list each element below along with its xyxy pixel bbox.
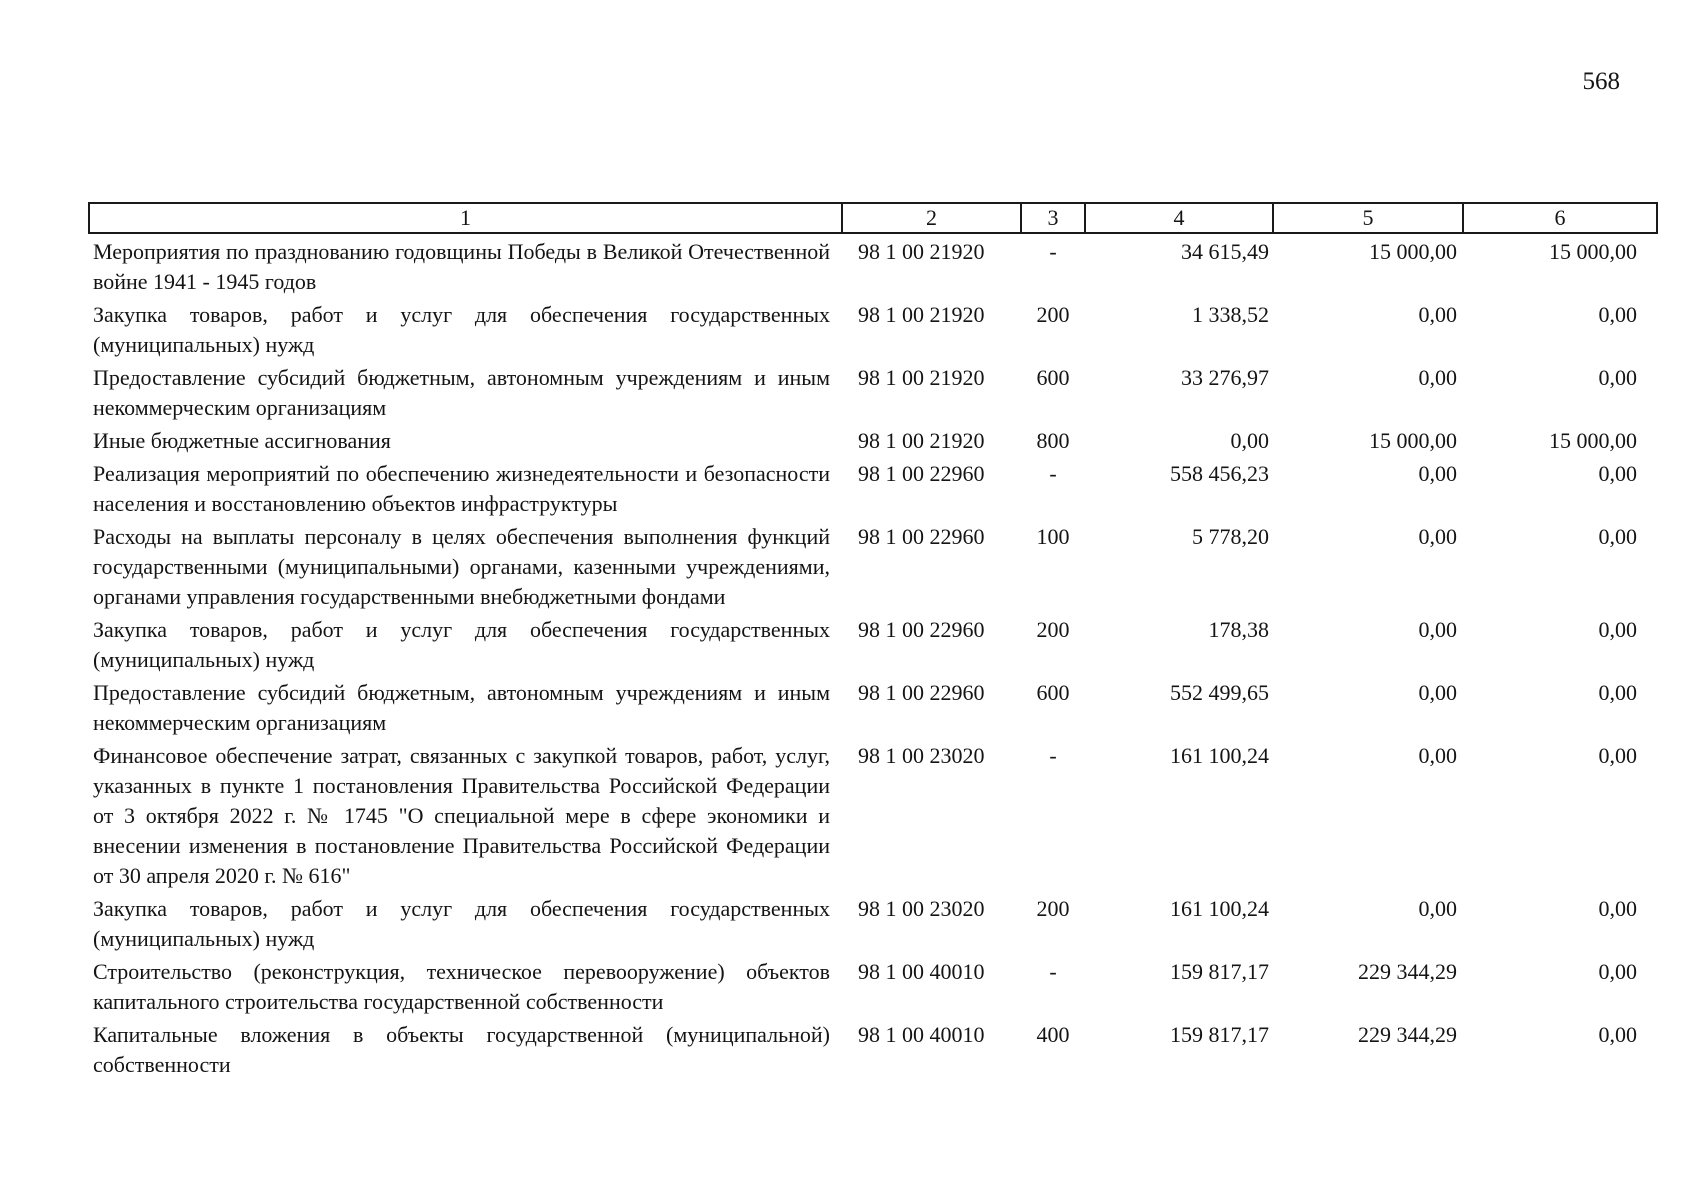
row-value-4: 178,38 xyxy=(1208,617,1269,642)
table-body xyxy=(89,233,1657,1080)
row-value-4: 34 615,49 xyxy=(1181,239,1269,264)
row-name: Закупка товаров, работ и услуг для обеспечения государственных (муниципальных) нужд xyxy=(93,302,830,357)
row-code: 98 1 00 40010 xyxy=(858,1022,985,1047)
row-value-6: 0,00 xyxy=(1598,743,1637,768)
row-value-5: 229 344,29 xyxy=(1358,959,1457,984)
row-code: 98 1 00 22960 xyxy=(858,617,985,642)
row-value-5: 0,00 xyxy=(1418,524,1457,549)
row-value-5: 229 344,29 xyxy=(1358,1022,1457,1047)
table-header xyxy=(89,203,1657,233)
row-value-5: 15 000,00 xyxy=(1369,239,1457,264)
table-row xyxy=(89,233,1657,297)
row-code: 98 1 00 23020 xyxy=(858,743,985,768)
row-name: Иные бюджетные ассигнования xyxy=(93,428,391,453)
row-name: Строительство (реконструкция, техническое перевооружение) объектов капитального строительства государственной собственности xyxy=(93,959,830,1014)
row-type: 200 xyxy=(1036,617,1070,642)
table-row xyxy=(89,519,1657,612)
row-code: 98 1 00 23020 xyxy=(858,896,985,921)
row-value-4: 161 100,24 xyxy=(1170,896,1269,921)
row-value-4: 161 100,24 xyxy=(1170,743,1269,768)
row-code: 98 1 00 21920 xyxy=(858,239,985,264)
column-header-4: 4 xyxy=(1085,203,1273,233)
table-row xyxy=(89,954,1657,1017)
column-header-5: 5 xyxy=(1273,203,1463,233)
row-value-4: 0,00 xyxy=(1230,428,1269,453)
row-value-6: 0,00 xyxy=(1598,1022,1637,1047)
row-type: 100 xyxy=(1036,524,1070,549)
row-value-6: 0,00 xyxy=(1598,680,1637,705)
page-number: 568 xyxy=(1582,68,1620,95)
row-code: 98 1 00 21920 xyxy=(858,302,985,327)
row-type: - xyxy=(1049,959,1057,984)
row-name: Финансовое обеспечение затрат, связанных с закупкой товаров, работ, услуг, указанных в пункте 1 постановления Правительства Российской Федерации от 3 октября 2022 г. № 1745 "О специальной мере в сфере экономики и внесении изменения в постановление Правительства Российской Федерации от 30 апреля 2020 г. № 616" xyxy=(93,743,830,888)
table-row xyxy=(89,423,1657,456)
budget-table-container xyxy=(88,202,1656,1080)
column-header-2: 2 xyxy=(842,203,1021,233)
table-row xyxy=(89,738,1657,891)
row-value-4: 552 499,65 xyxy=(1170,680,1269,705)
row-value-5: 0,00 xyxy=(1418,365,1457,390)
row-value-4: 5 778,20 xyxy=(1192,524,1269,549)
row-value-5: 0,00 xyxy=(1418,896,1457,921)
row-code: 98 1 00 21920 xyxy=(858,365,985,390)
table-row xyxy=(89,456,1657,519)
row-name: Закупка товаров, работ и услуг для обеспечения государственных (муниципальных) нужд xyxy=(93,617,830,672)
row-value-4: 159 817,17 xyxy=(1170,1022,1269,1047)
row-name: Реализация мероприятий по обеспечению жизнедеятельности и безопасности населения и восстановлению объектов инфраструктуры xyxy=(93,461,830,516)
row-code: 98 1 00 40010 xyxy=(858,959,985,984)
row-value-5: 0,00 xyxy=(1418,680,1457,705)
row-value-6: 0,00 xyxy=(1598,365,1637,390)
row-type: 800 xyxy=(1036,428,1070,453)
row-value-5: 0,00 xyxy=(1418,461,1457,486)
row-value-6: 0,00 xyxy=(1598,896,1637,921)
row-type: 400 xyxy=(1036,1022,1070,1047)
header-row xyxy=(89,203,1657,233)
row-code: 98 1 00 21920 xyxy=(858,428,985,453)
row-name: Закупка товаров, работ и услуг для обеспечения государственных (муниципальных) нужд xyxy=(93,896,830,951)
row-value-4: 33 276,97 xyxy=(1181,365,1269,390)
row-type: - xyxy=(1049,461,1057,486)
row-value-6: 0,00 xyxy=(1598,302,1637,327)
row-value-6: 0,00 xyxy=(1598,461,1637,486)
table-row xyxy=(89,360,1657,423)
row-type: 600 xyxy=(1036,680,1070,705)
row-value-6: 15 000,00 xyxy=(1549,239,1637,264)
row-value-4: 558 456,23 xyxy=(1170,461,1269,486)
row-value-6: 0,00 xyxy=(1598,959,1637,984)
row-value-6: 15 000,00 xyxy=(1549,428,1637,453)
row-type: - xyxy=(1049,239,1057,264)
row-code: 98 1 00 22960 xyxy=(858,680,985,705)
row-code: 98 1 00 22960 xyxy=(858,524,985,549)
row-value-6: 0,00 xyxy=(1598,617,1637,642)
row-type: 200 xyxy=(1036,302,1070,327)
row-name: Капитальные вложения в объекты государственной (муниципальной) собственности xyxy=(93,1022,830,1077)
budget-table xyxy=(88,202,1658,1080)
row-type: 200 xyxy=(1036,896,1070,921)
table-row xyxy=(89,1017,1657,1080)
table-row xyxy=(89,612,1657,675)
row-name: Мероприятия по празднованию годовщины Победы в Великой Отечественной войне 1941 - 1945 годов xyxy=(93,239,830,294)
table-row xyxy=(89,891,1657,954)
row-value-4: 1 338,52 xyxy=(1192,302,1269,327)
row-value-5: 15 000,00 xyxy=(1369,428,1457,453)
column-header-1: 1 xyxy=(89,203,842,233)
column-header-6: 6 xyxy=(1463,203,1657,233)
row-value-5: 0,00 xyxy=(1418,743,1457,768)
row-value-5: 0,00 xyxy=(1418,302,1457,327)
row-name: Предоставление субсидий бюджетным, автономным учреждениям и иным некоммерческим организациям xyxy=(93,680,830,735)
row-code: 98 1 00 22960 xyxy=(858,461,985,486)
row-value-5: 0,00 xyxy=(1418,617,1457,642)
table-row xyxy=(89,297,1657,360)
table-row xyxy=(89,675,1657,738)
row-value-6: 0,00 xyxy=(1598,524,1637,549)
column-header-3: 3 xyxy=(1021,203,1085,233)
row-type: - xyxy=(1049,743,1057,768)
row-value-4: 159 817,17 xyxy=(1170,959,1269,984)
row-name: Расходы на выплаты персоналу в целях обеспечения выполнения функций государственными (муниципальными) органами, казенными учреждениями, органами управления государственными внебюджетными фондами xyxy=(93,524,830,609)
row-name: Предоставление субсидий бюджетным, автономным учреждениям и иным некоммерческим организациям xyxy=(93,365,830,420)
row-type: 600 xyxy=(1036,365,1070,390)
